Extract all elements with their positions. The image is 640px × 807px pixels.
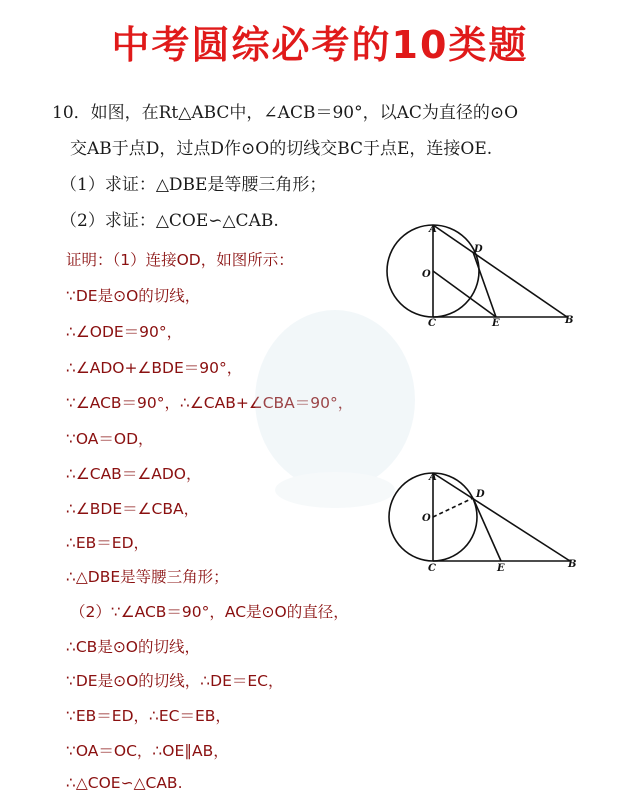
proof-line: ∴CB是⊙O的切线，	[66, 638, 201, 656]
label-a: A	[429, 472, 437, 483]
proof-line: ∴∠BDE＝∠CBA，	[66, 500, 200, 518]
proof-line: ∵∠ACB＝90°，∴∠CAB+∠CBA＝90°，	[66, 394, 354, 412]
question-line-1: 10．如图，在Rt△ABC中，∠ACB＝90°，以AC为直径的⊙O	[52, 103, 519, 123]
question-part-2: （2）求证：△COE∽△CAB.	[60, 211, 279, 231]
proof-line: ∵OA＝OD，	[66, 430, 154, 448]
proof-line: 证明：（1）连接OD，如图所示：	[66, 251, 294, 269]
label-b: B	[568, 559, 577, 570]
label-e: E	[497, 563, 505, 574]
label-o: O	[422, 269, 431, 280]
proof-line: ∵DE是⊙O的切线，∴DE＝EC，	[66, 672, 284, 690]
proof-line: ∴△DBE是等腰三角形；	[66, 568, 229, 586]
segment-ab	[433, 225, 567, 317]
page-title: 中考圆综必考的10类题	[111, 23, 529, 67]
proof-line: ∵OA＝OC，∴OE∥AB，	[66, 742, 229, 760]
segment-od-dashed	[433, 498, 473, 517]
proof-line: ∴△COE∽△CAB.	[66, 774, 183, 792]
label-o: O	[422, 513, 431, 524]
label-e: E	[492, 318, 500, 329]
label-d: D	[476, 489, 485, 500]
segment-ab	[433, 473, 570, 561]
proof-line: ∴EB＝ED，	[66, 534, 150, 552]
proof-line: ∵EB＝ED，∴EC＝EB，	[66, 707, 231, 725]
geometry-figure-1	[385, 222, 580, 330]
label-a: A	[429, 224, 437, 235]
question-line-2: 交AB于点D，过点D作⊙O的切线交BC于点E，连接OE.	[70, 139, 493, 159]
proof-line: ∴∠CAB＝∠ADO，	[66, 465, 202, 483]
proof-line: ∴∠ADO+∠BDE＝90°，	[66, 359, 243, 377]
label-d: D	[474, 244, 483, 255]
segment-oe	[433, 271, 496, 317]
proof-line: ∴∠ODE＝90°，	[66, 323, 183, 341]
geometry-figure-2	[385, 470, 585, 576]
proof-line: ∵DE是⊙O的切线，	[66, 287, 201, 305]
label-c: C	[428, 563, 436, 574]
proof-line: （2）∵∠ACB＝90°，AC是⊙O的直径，	[70, 603, 349, 621]
label-c: C	[428, 318, 436, 329]
question-part-1: （1）求证：△DBE是等腰三角形；	[60, 175, 327, 195]
label-b: B	[565, 315, 574, 326]
